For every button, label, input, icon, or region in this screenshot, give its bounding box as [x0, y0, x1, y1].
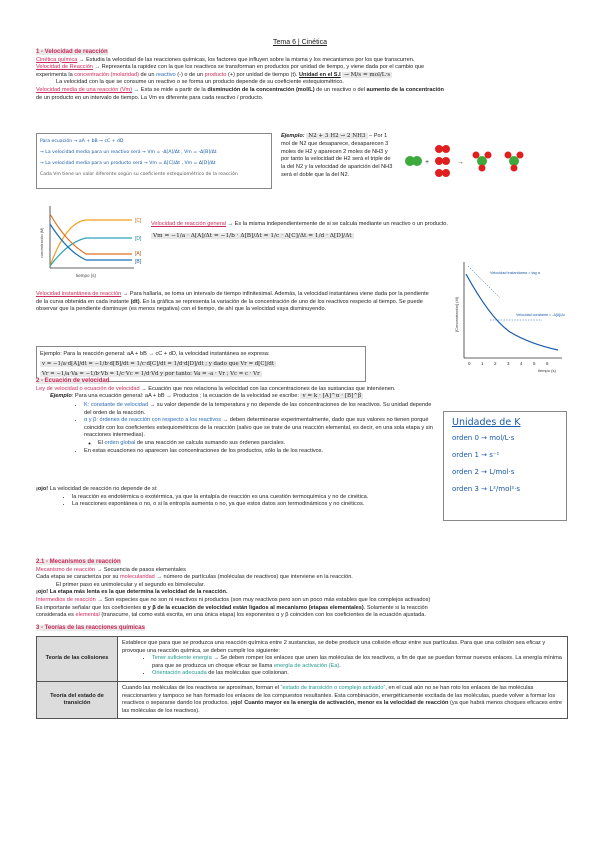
inter-term: Intermedios de reacción [36, 596, 96, 603]
section-2-1-heading: 2.1 - Mecanismos de reacción [36, 559, 121, 565]
collision-b1-term: Tener suficiente energía [152, 655, 212, 662]
graph2-annot-2: Velocidad constante = -Δ[A]/Δt [516, 313, 565, 317]
og-text-a: El [98, 439, 103, 446]
section-1-heading: 1 - Velocidad de reacción [36, 49, 108, 55]
example-2-line-3: Vr = −1/a·Va = −1/b·Vb = 1/c·Vc = 1/d·Vd y por tanto: Va = -a · Vr ; Vc = c · Vr [42, 371, 260, 377]
ojo-label: ¡ojo! [36, 486, 49, 492]
curve-b [50, 224, 132, 260]
ojo-bullet-1: • la reacción es endotérmica o exotérmica, ya que la entalpía de reacción es una cuestión termoquímica y no de cinética. [72, 494, 472, 502]
graph2-xlabel: tiempo (s) [538, 368, 556, 373]
vel-line2-d: (+) por unidad de tiempo (t). [227, 71, 298, 78]
page-title: Tema 6 | Cinética [273, 39, 327, 46]
transition-text-a: Cuando las moléculas de los reactivos se aproximan, forman el [122, 684, 280, 691]
section-2 [36, 378, 566, 401]
vel-line3: La velocidad con la que se consume un reactivo o se forma un producto depende de su coeficiente estequiométrico. [56, 79, 344, 86]
ab-text: → deben determinarse experimentalmente, dado que sus valores no tienen porqué coincidir con los coeficientes estequiométricos de la reacción (salvo que se trate de una reacción elemental, es decir, en una sola etapa y sin reacciones intermedias). [84, 417, 433, 439]
bullet-ab [84, 417, 436, 447]
mec-text: → Secuencia de pasos elementales [96, 566, 186, 573]
graph2-tick-4: 4 [520, 361, 523, 366]
graph1-label-c: [C] [135, 218, 142, 224]
vm-term: Velocidad media de una reacción (Vm) [36, 86, 133, 93]
collision-b2-term: Orientación adecuada [152, 670, 207, 677]
section-3-heading: 3 - Teorías de las reacciones químicas [36, 625, 145, 631]
graph2-ylabel: [Concentración] (M) [454, 296, 459, 332]
vel-reactivo: reactivo [156, 71, 176, 78]
ojo-bullet-2: • La reacciones espontánea o no, o si la entropía aumenta o no, ya que estos datos son termodinámicos y no cinéticos. [72, 501, 472, 509]
collision-b2-text: de las moléculas que colisionan. [208, 670, 289, 677]
theory-transition-head: Teoría del estado de transición [37, 681, 118, 718]
collision-bullet-1: • Tener suficiente energía → Se deben romper los enlaces que unen las moléculas de los reactivos, a fin de que se puedan formar nuevos enlaces. La energía mínima para que se produzca un choque eficaz se llama energía de activación (Ea). [152, 655, 563, 670]
graph1-ylabel: concentración (M) [40, 227, 44, 258]
ej2-formula: v = k · [A]^α · [B]^β [302, 393, 362, 400]
graph1-xlabel: tiempo (s) [76, 273, 97, 278]
collision-bullet-2 [152, 670, 563, 678]
collision-b1-text: → Se deben romper los enlaces que unen las moléculas de los reactivos, a fin de que se puedan formar nuevos enlaces. La energía mínima para que se produzca un choque eficaz se llama [152, 655, 562, 669]
theory-row-transition [37, 681, 568, 718]
imp-text-b: . Solamente si la reacción [363, 604, 428, 611]
transition-ojo: ¡ojo! Cuanto mayor es la energía de activación, menor es la velocidad de reacción [230, 700, 449, 707]
notes-line-3: → La velocidad media para un producto será → Vm = Δ[C]/Δt , Vm = Δ[D]/Δt [40, 161, 216, 166]
vgen-formula: Vm = −1/a · Δ[A]/Δt = −1/b · Δ[B]/Δt = 1/c · Δ[C]/Δt = 1/d · Δ[D]/Δt [153, 232, 352, 239]
vinst-text-a: → Para hallarla, se toma un intervalo de tiempo infinitesimal. Además, la velocidad instantánea viene dada por la pendiente de la curva obtenida en cada instante [36, 291, 429, 305]
example-2-box [36, 346, 366, 382]
curve-c [50, 220, 132, 266]
theory-collisions-head: Teoría de las colisiones [37, 637, 118, 682]
notes-box [36, 133, 272, 189]
transition-term: “estado de transición o complejo activado” [280, 684, 386, 691]
mol-term: molecularidad [119, 574, 155, 581]
cinetica-text: → Estudia la velocidad de las reacciones químicas, los factores que influyen sobre la misma y los mecanismos por los que transcurren. [78, 56, 415, 63]
transition-text-b: , en el cual aún no se han roto los enlaces de las moléculas reaccionantes y tampoco se han formado los enlaces de los compuestos resultantes. Esta combinación, energéticamente excitada de las moléculas, puede volver a formar los reactivos o separarse dando los productos. [122, 684, 556, 707]
velocidad-term: Velocidad de Reacción [36, 64, 93, 71]
n2-molecule [405, 156, 422, 166]
svg-text:→: → [457, 159, 464, 166]
vinst-text-b: . En la gráfica se representa la variación de la concentración de uno de los reactivos respecto al tiempo. Se puede observar que la pendiente disminuye (es menos negativa) con el tiempo, de ahí que la velocidad vaya disminuyendo. [36, 298, 423, 313]
mol-text-b: → número de partículas (moléculas de reactivos) que interviene en la reacción. [156, 574, 353, 581]
section-3 [36, 625, 566, 633]
graph1-label-b: [B] [135, 259, 142, 265]
velocidad-text: → Representa la rapidez con la que los reactivos se transforman en productos por unidad de tiempo, y viene dada por el cambio que [94, 64, 425, 71]
section-1 [36, 49, 566, 102]
vel-line2-a: experimenta la [36, 71, 73, 78]
example-1-label: Ejemplo: [281, 133, 305, 139]
vinst-dt: (dt) [130, 298, 140, 305]
mol-text-a: Cada etapa se caracteriza por su [36, 574, 119, 581]
theory-collisions-text: Establece que para que se produzca una reacción química entre 2 sustancias, se debe producir una colisión eficaz entre sus partículas. Para que una colisión sea eficaz y provoque una reacción química, se deben cumplir los siguiente: [122, 640, 546, 654]
decay-curve [466, 274, 558, 350]
graph1-label-d: [D] [135, 236, 142, 242]
vm-line2: de un producto en un intervalo de tiempo. La Vm es diferente para cada reactivo / producto. [36, 94, 264, 101]
vel-unit-formula: → M/s = mol/L·s [344, 71, 391, 78]
bullet-ecuaciones [84, 448, 436, 456]
molecule-diagram [402, 140, 570, 182]
vinst-term: Velocidad instantánea de reacción [36, 291, 122, 297]
mol-line3: El primer paso es unimolecular y el segundo es bimolecular. [56, 581, 205, 588]
vm-text-bold: disminución de la concentración (mol/L) [207, 86, 315, 93]
theory-collisions-body [118, 637, 568, 682]
vm-text-bold2: aumento de la concentración [366, 86, 444, 93]
example-1-equation: N2 + 3 H2 → 2 NH3 [308, 133, 366, 139]
unidades-k-row-1: orden 1 → s⁻¹ [452, 451, 500, 459]
graph2-annot-1: Velocidad instantánea = tag α [490, 271, 541, 275]
vel-concentracion: concentración (molaridad) [74, 71, 139, 78]
og-text-b: de una reacción se calcula sumando sus órdenes parciales. [136, 439, 286, 446]
vel-line2-b: de un [140, 71, 155, 78]
vm-text-a: → Esta se mide a partir de la [133, 86, 206, 93]
h2-molecules [435, 145, 450, 177]
vgen-term: Velocidad de reacción general [151, 221, 226, 227]
mec-ojo: ¡ojo! La etapa más lenta es la que determina la velocidad de la reacción. [36, 589, 228, 596]
imp-line2-term: elemental [75, 612, 100, 619]
example-1-text: – Por 1 mol de N2 que desaparece, desaparecen 3 moles de H2 y aparecen 2 moles de NH3 y por tanto la velocidad de H2 será el triple de la del N2 y la velocidad de aparición del NH3 será el doble que la del N2. [281, 133, 393, 178]
graph2-tick-6: 6 [546, 361, 549, 366]
theory-transition-body [118, 681, 568, 718]
vgen-text: → Es la misma independientemente de si se calcula mediante un reactivo o un producto. [227, 221, 448, 227]
k-text: → su valor depende de la temperatura y no depende de las concentraciones de los reactivos. Su unidad depende del orden de la reacción. [84, 402, 432, 416]
section-2-1 [36, 559, 566, 620]
k-term: K: constante de velocidad [84, 402, 149, 408]
inter-text: → Son especies que no son ni reactivos ni productos (son muy reactivos pero son un poco más estables que los complejos activados) [97, 596, 431, 603]
vel-producto: producto [204, 71, 227, 78]
bullet-k [84, 402, 436, 417]
ojo-text: La velocidad de reacción no depende de si: [49, 486, 158, 492]
decay-graph [450, 258, 568, 376]
ley-text: → Ecuación que nos relaciona la velocidad con las concentraciones de las sustancias que intervienen. [141, 385, 396, 392]
graph2-tick-5: 5 [533, 361, 536, 366]
cinetica-term: Cinética química [36, 56, 78, 63]
velocidad-general [151, 221, 569, 241]
example-1 [281, 133, 395, 180]
bullet-orden-global [98, 440, 436, 448]
unidades-k-row-3: orden 3 → L²/mol²·s [452, 485, 521, 493]
graph1-label-a: [A] [135, 251, 142, 257]
imp-line2-a: considerada es [36, 612, 74, 619]
ej2-text: : Para una ecuación general: aA + bB → Productos ; la ecuación de la velocidad se escribe: [71, 393, 299, 400]
example-2-line-2: v = −1/a·d[A]/dt = −1/b·d[B]/dt = 1/c·d[C]/dt = 1/d·d[D]/dt ; y dado que Vr = d[C]/dt [42, 361, 275, 367]
svg-text:+: + [425, 159, 430, 166]
unidades-k-title: Unidades de K [452, 417, 521, 428]
vel-unit-label: Unidad en el S.I [299, 71, 341, 78]
ecu-text: En estas ecuaciones no aparecen las concentraciones de los productos, sólo la de los reactivos. [84, 447, 324, 454]
vel-line2-c: (-) o de un [177, 71, 204, 78]
collision-b1-ea: energía de activación (Ea) [273, 662, 340, 669]
unidades-k-row-0: orden 0 → mol/L·s [452, 434, 515, 442]
curve-d [50, 238, 132, 266]
graph2-tick-0: 0 [468, 361, 471, 366]
og-term: orden global [104, 439, 136, 446]
mec-term: Mecanismo de reacción [36, 566, 96, 573]
section-2-bullets [36, 402, 436, 455]
unidades-k-row-2: orden 2 → L/mol·s [452, 468, 515, 476]
ab-term: α y β: órdenes de reacción con respecto a los reactivos [84, 417, 222, 424]
imp-line2-b: (transcurre, tal como está escrita, en una única etapa) los exponentes α y β coinciden con los coeficientes de la ecuación ajustada. [101, 612, 426, 619]
ley-term: Ley de velocidad o ecuación de velocidad [36, 385, 140, 392]
concentration-graph [36, 202, 148, 280]
theory-row-collisions [37, 637, 568, 682]
transition-ojo-b: (ya que habrá menos choques eficaces entre las moléculas de los reactivos). [122, 700, 562, 714]
graph2-tick-3: 3 [507, 361, 510, 366]
theories-table [36, 636, 568, 719]
section-2-heading: 2 - Ecuación de velocidad [36, 378, 110, 384]
vm-text-b: de un reactivo o del [316, 86, 365, 93]
notes-line-4: Cada Vm tiene un valor diferente según su coeficiente estequiométrico de la reacción [40, 172, 238, 177]
unidades-k-card [443, 411, 567, 521]
graph2-ticks [468, 361, 549, 366]
notes-line-1: Para ecuación → aA + bB → cC + dD [40, 139, 124, 144]
imp-text-a: Es importante señalar que los coeficientes [36, 604, 142, 611]
ej2-label: Ejemplo [50, 393, 72, 400]
imp-bold: α y β de la ecuación de velocidad están ligados al mecanismo (etapas elementales) [142, 604, 364, 611]
velocidad-instantanea [36, 291, 436, 314]
graph2-tick-2: 2 [494, 361, 497, 366]
nh3-molecules [473, 152, 524, 172]
graph2-tick-1: 1 [481, 361, 484, 366]
example-2-line-1: Ejemplo: Para la reacción general: aA + bB → cC + dD, la velocidad instantánea se expresa: [40, 351, 270, 357]
notes-line-2: → La velocidad media para un reactivo será → Vm = -Δ[A]/Δt , Vm = -Δ[B]/Δt [40, 150, 217, 155]
